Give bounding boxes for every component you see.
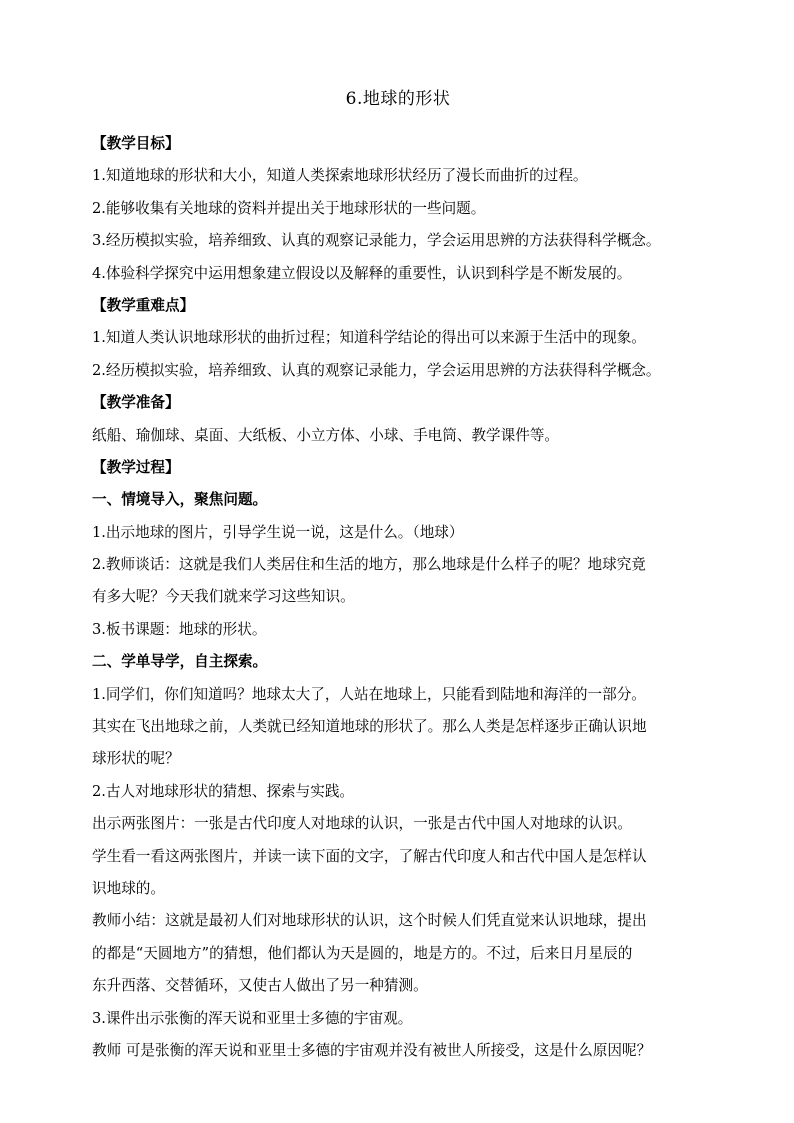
section-2-item-2-line-f: 东升西落、交替循环，又使古人做出了另一种猜测。 — [92, 977, 428, 995]
objective-4: 4.体验科学探究中运用想象建立假设以及解释的重要性，认识到科学是不断发展的。 — [92, 264, 632, 282]
section-2-item-3-line-a: 教师 可是张衡的浑天说和亚里士多德的宇宙观并没有被世人所接受，这是什么原因呢？ — [92, 1041, 652, 1059]
section-1-item-2-line-1: 2.教师谈话：这就是我们人类居住和生活的地方，那么地球是什么样子的呢？地球究竟 — [92, 556, 646, 574]
section-1-item-2-line-2: 有多大呢？今天我们就来学习这些知识。 — [92, 588, 355, 606]
section-2-heading: 二、学单导学，自主探索。 — [92, 653, 268, 671]
document-title: 6.地球的形状 — [345, 89, 451, 109]
document-page — [92, 84, 704, 1067]
section-2-item-3: 3.课件出示张衡的浑天说和亚里士多德的宇宙观。 — [92, 1009, 413, 1027]
objective-3: 3.经历模拟实验，培养细致、认真的观察记录能力，学会运用思辨的方法获得科学概念。 — [92, 232, 661, 250]
section-2-item-1-line-1: 1.同学们，你们知道吗？地球太大了，人站在地球上，只能看到陆地和海洋的一部分。 — [92, 685, 646, 703]
section-1-heading: 一、情境导入，聚焦问题。 — [92, 491, 268, 509]
section-1-item-3: 3.板书课题：地球的形状。 — [92, 620, 267, 638]
section-2-item-2: 2.古人对地球形状的猜想、探索与实践。 — [92, 782, 355, 800]
section-2-item-2-line-e: 的都是“天圆地方”的猜想，他们都认为天是圆的，地是方的。不过，后来日月星辰的 — [92, 944, 633, 962]
heading-process: 【教学过程】 — [92, 458, 180, 476]
keypoint-1: 1.知道人类认识地球形状的曲折过程；知道科学结论的得出可以来源于生活中的现象。 — [92, 329, 646, 347]
section-2-item-2-line-a: 出示两张图片：一张是古代印度人对地球的认识，一张是古代中国人对地球的认识。 — [92, 815, 632, 833]
objective-1: 1.知道地球的形状和大小，知道人类探索地球形状经历了漫长而曲折的过程。 — [92, 167, 588, 185]
heading-preparation: 【教学准备】 — [92, 394, 180, 412]
section-2-item-2-line-c: 识地球的。 — [92, 879, 165, 897]
section-2-item-2-line-d: 教师小结：这就是最初人们对地球形状的认识，这个时候人们凭直觉来认识地球，提出 — [92, 912, 647, 930]
section-1-item-1: 1.出示地球的图片，引导学生说一说，这是什么。（地球） — [92, 523, 464, 541]
preparation-list: 纸船、瑜伽球、桌面、大纸板、小立方体、小球、手电筒、教学课件等。 — [92, 426, 560, 444]
section-2-item-2-line-b: 学生看一看这两张图片，并读一读下面的文字，了解古代印度人和古代中国人是怎样认 — [92, 847, 647, 865]
heading-objectives: 【教学目标】 — [92, 135, 180, 152]
heading-keypoints: 【教学重难点】 — [92, 296, 195, 314]
section-2-item-1-line-3: 球形状的呢？ — [92, 750, 180, 768]
objective-2: 2.能够收集有关地球的资料并提出关于地球形状的一些问题。 — [92, 199, 486, 217]
section-2-item-1-line-2: 其实在飞出地球之前，人类就已经知道地球的形状了。那么人类是怎样逐步正确认识地 — [92, 718, 647, 736]
keypoint-2: 2.经历模拟实验，培养细致、认真的观察记录能力，学会运用思辨的方法获得科学概念。 — [92, 361, 661, 379]
